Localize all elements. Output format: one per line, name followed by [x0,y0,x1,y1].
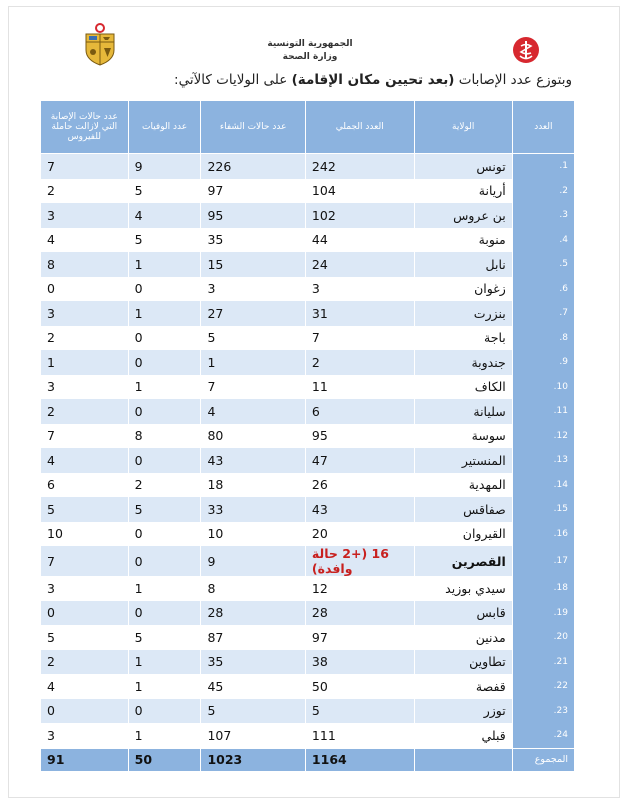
recovered-cell: 10 [201,522,305,547]
total-cases-cell: 104 [305,179,414,204]
rank-cell: 7. [512,301,574,326]
active-carriers-cell: 3 [41,723,129,748]
deaths-cell: 9 [128,154,201,179]
rank-cell: 19. [512,601,574,626]
table-row [41,203,575,228]
rank-cell: 22. [512,674,574,699]
governorate-cell: قبلي [414,723,512,748]
ministry-health-logo-icon [512,36,540,64]
governorate-cell: تونس [414,154,512,179]
governorate-cell: مدنين [414,625,512,650]
governorate-cell: صفاقس [414,497,512,522]
table-row [41,350,575,375]
total-cases-cell: 20 [305,522,414,547]
table-row [41,301,575,326]
rank-cell: 24. [512,723,574,748]
header-recovered: عدد حالات الشفاء [201,101,305,154]
rank-cell: 18. [512,576,574,601]
table-row [41,277,575,302]
deaths-cell: 0 [128,399,201,424]
rank-cell: 5. [512,252,574,277]
deaths-cell: 8 [128,424,201,449]
total-carriers-cell: 91 [41,748,129,771]
document-header [0,0,630,80]
governorate-cell: سليانة [414,399,512,424]
intro-prefix: وبتوزع عدد الإصابات [454,72,572,88]
total-cases-cell: 7 [305,326,414,351]
total-cases-cell: 5 [305,699,414,724]
table-row [41,723,575,748]
governorate-cell: سوسة [414,424,512,449]
active-carriers-cell: 5 [41,497,129,522]
active-carriers-cell: 10 [41,522,129,547]
recovered-cell: 27 [201,301,305,326]
recovered-cell: 97 [201,179,305,204]
recovered-cell: 43 [201,448,305,473]
deaths-cell: 0 [128,546,201,576]
ministry-name: وزارة الصحة [282,52,338,62]
rank-cell: 12. [512,424,574,449]
recovered-cell: 33 [201,497,305,522]
governorate-cell: المنستير [414,448,512,473]
deaths-cell: 1 [128,723,201,748]
active-carriers-cell: 2 [41,650,129,675]
active-carriers-cell: 0 [41,277,129,302]
active-carriers-cell: 0 [41,601,129,626]
table-row [41,576,575,601]
total-cases-cell: 47 [305,448,414,473]
rank-cell: 8. [512,326,574,351]
table-row [41,497,575,522]
intro-suffix: على الولايات كالآتي: [174,72,292,88]
table-row [41,625,575,650]
governorate-cell: زغوان [414,277,512,302]
governorate-cell: سيدي بوزيد [414,576,512,601]
tunisia-coat-of-arms-icon [80,22,120,66]
governorate-cell: باجة [414,326,512,351]
rank-cell: 6. [512,277,574,302]
total-cases-cell: 242 [305,154,414,179]
table-row [41,375,575,400]
active-carriers-cell: 4 [41,674,129,699]
table-row [41,179,575,204]
active-carriers-cell: 4 [41,228,129,253]
governorate-cell: الكاف [414,375,512,400]
total-recovered-cell: 1023 [201,748,305,771]
governorate-cell: توزر [414,699,512,724]
rank-cell: 21. [512,650,574,675]
deaths-cell: 5 [128,228,201,253]
table-row [41,674,575,699]
deaths-cell: 1 [128,301,201,326]
active-carriers-cell: 1 [41,350,129,375]
table-row [41,154,575,179]
rank-cell: 14. [512,473,574,498]
recovered-cell: 107 [201,723,305,748]
deaths-cell: 0 [128,350,201,375]
header-deaths: عدد الوفيات [128,101,201,154]
deaths-cell: 0 [128,522,201,547]
governorate-cell: تطاوين [414,650,512,675]
table-row [41,399,575,424]
active-carriers-cell: 2 [41,399,129,424]
rank-cell: 1. [512,154,574,179]
active-carriers-cell: 3 [41,203,129,228]
recovered-cell: 7 [201,375,305,400]
deaths-cell: 5 [128,179,201,204]
header-carriers: عدد حالات الإصابة التي لازالت حاملة للفيروس [41,101,129,154]
total-cases-cell: 2 [305,350,414,375]
rank-cell: 10. [512,375,574,400]
table-row [41,473,575,498]
deaths-cell: 1 [128,576,201,601]
table-row [41,522,575,547]
governorate-cell: بن عروس [414,203,512,228]
total-cases-cell: 50 [305,674,414,699]
recovered-cell: 226 [201,154,305,179]
rank-cell: 11. [512,399,574,424]
recovered-cell: 87 [201,625,305,650]
recovered-cell: 8 [201,576,305,601]
rank-cell: 23. [512,699,574,724]
total-cases-cell: 24 [305,252,414,277]
recovered-cell: 3 [201,277,305,302]
deaths-cell: 5 [128,625,201,650]
active-carriers-cell: 7 [41,546,129,576]
republic-name: الجمهورية التونسية [267,39,353,49]
deaths-cell: 1 [128,375,201,400]
total-empty-cell [414,748,512,771]
governorate-cell: بنزرت [414,301,512,326]
rank-cell: 9. [512,350,574,375]
intro-emphasis: (بعد تحيين مكان الإقامة) [291,72,455,88]
recovered-cell: 35 [201,650,305,675]
active-carriers-cell: 2 [41,179,129,204]
recovered-cell: 4 [201,399,305,424]
table-row [41,326,575,351]
recovered-cell: 1 [201,350,305,375]
governorate-cell: جندوبة [414,350,512,375]
total-deaths-cell: 50 [128,748,201,771]
deaths-cell: 0 [128,326,201,351]
active-carriers-cell: 7 [41,424,129,449]
table-total-row [41,748,575,771]
recovered-cell: 15 [201,252,305,277]
deaths-cell: 1 [128,650,201,675]
governorate-cell: قفصة [414,674,512,699]
total-cases-cell: 44 [305,228,414,253]
rank-cell: 4. [512,228,574,253]
total-cases-cell: 111 [305,723,414,748]
governorate-cell: المهدية [414,473,512,498]
total-cases-cell: 1164 [305,748,414,771]
total-cases-cell: 38 [305,650,414,675]
deaths-cell: 0 [128,448,201,473]
table-row [41,601,575,626]
total-cases-cell: 26 [305,473,414,498]
governorate-cell: أريانة [414,179,512,204]
table-row [41,228,575,253]
active-carriers-cell: 0 [41,699,129,724]
table-row [41,448,575,473]
recovered-cell: 45 [201,674,305,699]
recovered-cell: 28 [201,601,305,626]
rank-cell: 16. [512,522,574,547]
active-carriers-cell: 7 [41,154,129,179]
total-cases-cell: 28 [305,601,414,626]
deaths-cell: 4 [128,203,201,228]
total-cases-cell: 102 [305,203,414,228]
deaths-cell: 0 [128,699,201,724]
deaths-cell: 5 [128,497,201,522]
total-cases-cell: 6 [305,399,414,424]
recovered-cell: 5 [201,699,305,724]
active-carriers-cell: 3 [41,375,129,400]
table-header-row [41,101,575,154]
ministry-title-block [250,38,370,64]
recovered-cell: 5 [201,326,305,351]
intro-sentence [174,72,572,88]
deaths-cell: 1 [128,674,201,699]
table-row [41,252,575,277]
table-row [41,424,575,449]
rank-cell: 20. [512,625,574,650]
cases-by-governorate-table [40,100,575,772]
table-row [41,699,575,724]
total-cases-cell: 11 [305,375,414,400]
deaths-cell: 1 [128,252,201,277]
recovered-cell: 35 [201,228,305,253]
total-cases-cell: 97 [305,625,414,650]
governorate-cell: القصرين [414,546,512,576]
active-carriers-cell: 8 [41,252,129,277]
total-cases-cell: 43 [305,497,414,522]
rank-cell: 3. [512,203,574,228]
rank-cell: 13. [512,448,574,473]
header-total: العدد الجملي [305,101,414,154]
deaths-cell: 0 [128,601,201,626]
table-row [41,650,575,675]
governorate-cell: منوبة [414,228,512,253]
active-carriers-cell: 5 [41,625,129,650]
total-cases-cell: 95 [305,424,414,449]
total-cases-cell: 12 [305,576,414,601]
total-cases-cell: 3 [305,277,414,302]
total-cases-cell: 16 (+2 حالة وافدة) [305,546,414,576]
header-governorate: الولاية [414,101,512,154]
rank-cell: 17. [512,546,574,576]
total-label-cell: المجموع [512,748,574,771]
header-rank: العدد [512,101,574,154]
governorate-cell: القيروان [414,522,512,547]
active-carriers-cell: 4 [41,448,129,473]
rank-cell: 15. [512,497,574,522]
active-carriers-cell: 6 [41,473,129,498]
deaths-cell: 2 [128,473,201,498]
table-row [41,546,575,576]
recovered-cell: 9 [201,546,305,576]
active-carriers-cell: 2 [41,326,129,351]
governorate-cell: نابل [414,252,512,277]
recovered-cell: 80 [201,424,305,449]
governorate-cell: قابس [414,601,512,626]
recovered-cell: 18 [201,473,305,498]
active-carriers-cell: 3 [41,301,129,326]
total-cases-cell: 31 [305,301,414,326]
deaths-cell: 0 [128,277,201,302]
recovered-cell: 95 [201,203,305,228]
active-carriers-cell: 3 [41,576,129,601]
rank-cell: 2. [512,179,574,204]
